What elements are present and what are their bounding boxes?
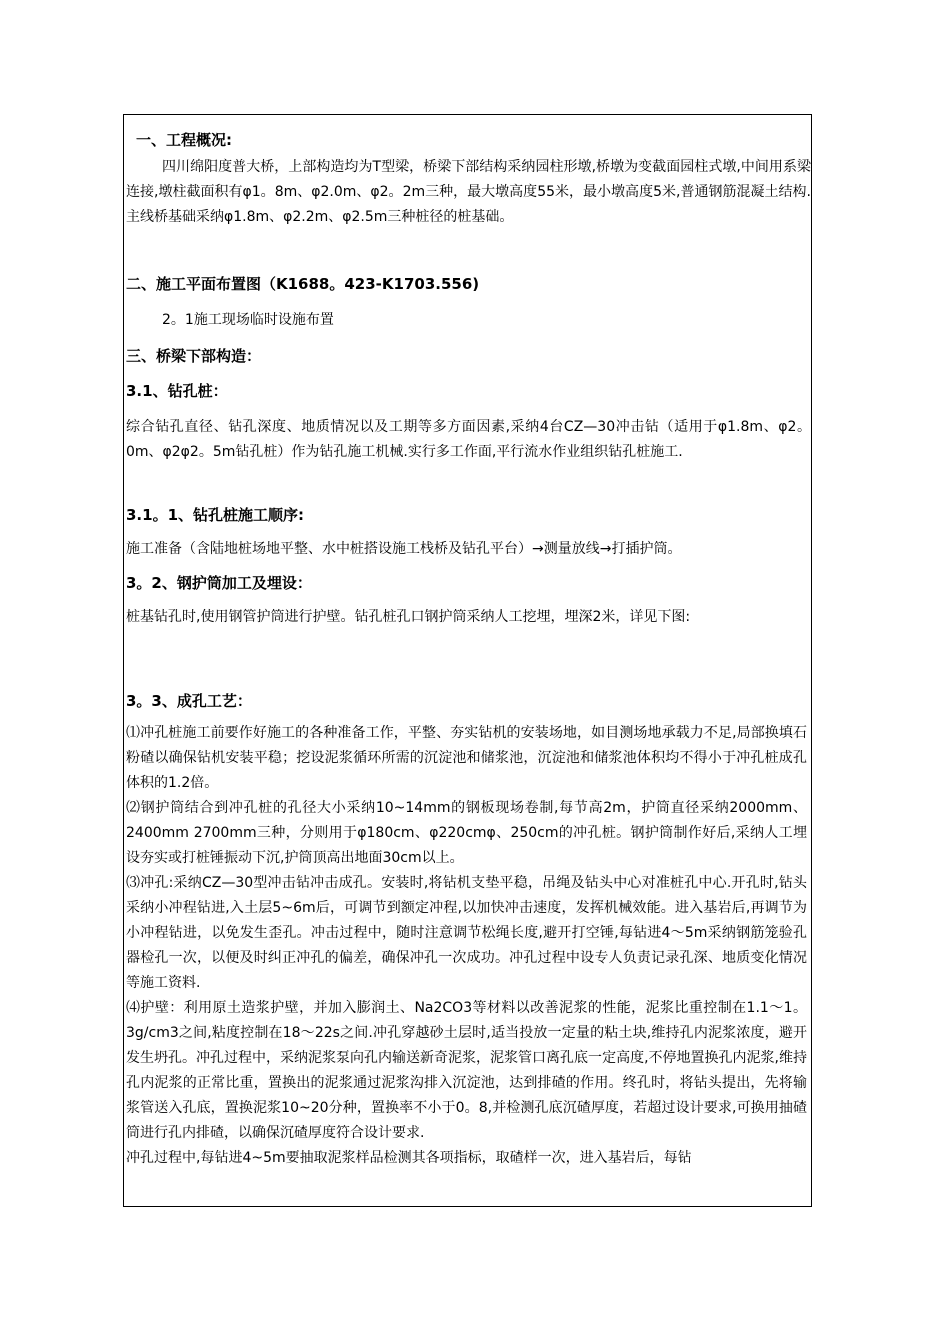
section-1-paragraph: 四川绵阳度普大桥，上部构造均为T型梁，桥梁下部结构采纳园柱形墩,桥墩为变截面园柱式墩,中间用系梁连接,墩柱截面积有φ1。8m、φ2.0m、φ2。2m三种，最大墩高度55米，最小墩高度5米,普通钢筋混凝土结构.主线桥基础采纳φ1.8m、φ2.2m、φ2.5m三种桩径的桩基础。	[126, 159, 811, 225]
section-3-1-1-paragraph: 施工准备（含陆地桩场地平整、水中桩搭设施工栈桥及钻孔平台）→测量放线→打插护筒。	[126, 541, 682, 557]
section-3-2-paragraph: 桩基钻孔时,使用钢管护筒进行护壁。钻孔桩孔口钢护筒采纳人工挖埋，埋深2米，详见下图:	[126, 609, 691, 625]
process-item: ⑵钢护筒结合到冲孔桩的孔径大小采纳10~14mm的钢板现场卷制,每节高2m，护筒直径采纳2000mm、2400mm 2700mm三种，分则用于φ180cm、φ220cmφ、250cm的冲孔桩。钢护筒制作好后,采纳人工埋设夯实或打桩锤振动下沉,护筒顶高出地面30cm以上。	[126, 800, 807, 866]
section-3-1-1-heading: 3.1。1、钻孔桩施工顺序:	[126, 506, 305, 524]
section-3-heading: 三、桥梁下部构造：	[126, 347, 262, 365]
process-list	[124, 721, 809, 1171]
process-item: ⑷护壁：利用原土造浆护壁，并加入膨润土、Na2CO3等材料以改善泥浆的性能，泥浆比重控制在1.1～1。3g/cm3之间,粘度控制在18～22s之间.冲孔穿越砂土层时,适当投放一定量的粘土块,维持孔内泥浆浓度，避开发生坍孔。冲孔过程中，采纳泥浆泵向孔内输送新奇泥浆，泥浆管口离孔底一定高度,不停地置换孔内泥浆,维持孔内泥浆的正常比重，置换出的泥浆通过泥浆沟排入沉淀池，达到排碴的作用。终孔时，将钻头提出，先将输浆管送入孔底，置换泥浆10~20分种，置换率不小于0。8,并检测孔底沉碴厚度，若超过设计要求,可换用抽碴筒进行孔内排碴，以确保沉碴厚度符合设计要求.	[126, 1000, 807, 1141]
section-3-2-heading: 3。2、钢护筒加工及埋设：	[126, 574, 312, 592]
section-3-3-heading: 3。3、成孔工艺：	[126, 692, 252, 710]
section-3-1-heading: 3.1、钻孔桩：	[126, 382, 228, 400]
process-item: 冲孔过程中,每钻进4~5m要抽取泥浆样品检测其各项指标，取碴样一次，进入基岩后，每钻	[126, 1150, 692, 1166]
document-frame	[123, 114, 812, 1207]
section-2-1-text: 2。1施工现场临时设施布置	[162, 312, 334, 328]
section-2-heading: 二、施工平面布置图（K1688。423-K1703.556)	[126, 275, 480, 293]
process-item: ⑶冲孔:采纳CZ—30型冲击钻冲击成孔。安装时,将钻机支垫平稳，吊绳及钻头中心对准桩孔中心.开孔时,钻头采纳小冲程钻进,入土层5~6m后，可调节到额定冲程,以加快冲击速度，发挥机械效能。进入基岩后,再调节为小冲程钻进，以免发生歪孔。冲击过程中，随时注意调节松绳长度,避开打空锤,每钻进4～5m采纳钢筋笼验孔器检孔一次，以便及时纠正冲孔的偏差，确保冲孔一次成功。冲孔过程中设专人负责记录孔深、地质变化情况等施工资料.	[126, 875, 807, 991]
section-1-heading: 一、工程概况:	[136, 131, 232, 149]
process-item: ⑴冲孔桩施工前要作好施工的各种准备工作，平整、夯实钻机的安装场地，如目测场地承载力不足,局部换填石粉碴以确保钻机安装平稳；挖设泥浆循环所需的沉淀池和储浆池，沉淀池和储浆池体积均不得小于冲孔桩成孔体积的1.2倍。	[126, 725, 807, 791]
section-3-1-paragraph: 综合钻孔直径、钻孔深度、地质情况以及工期等多方面因素,采纳4台CZ—30冲击钻（适用于φ1.8m、φ2。0m、φ2φ2。5m钻孔桩）作为钻孔施工机械.实行多工作面,平行流水作业组织钻孔桩施工.	[126, 419, 811, 460]
